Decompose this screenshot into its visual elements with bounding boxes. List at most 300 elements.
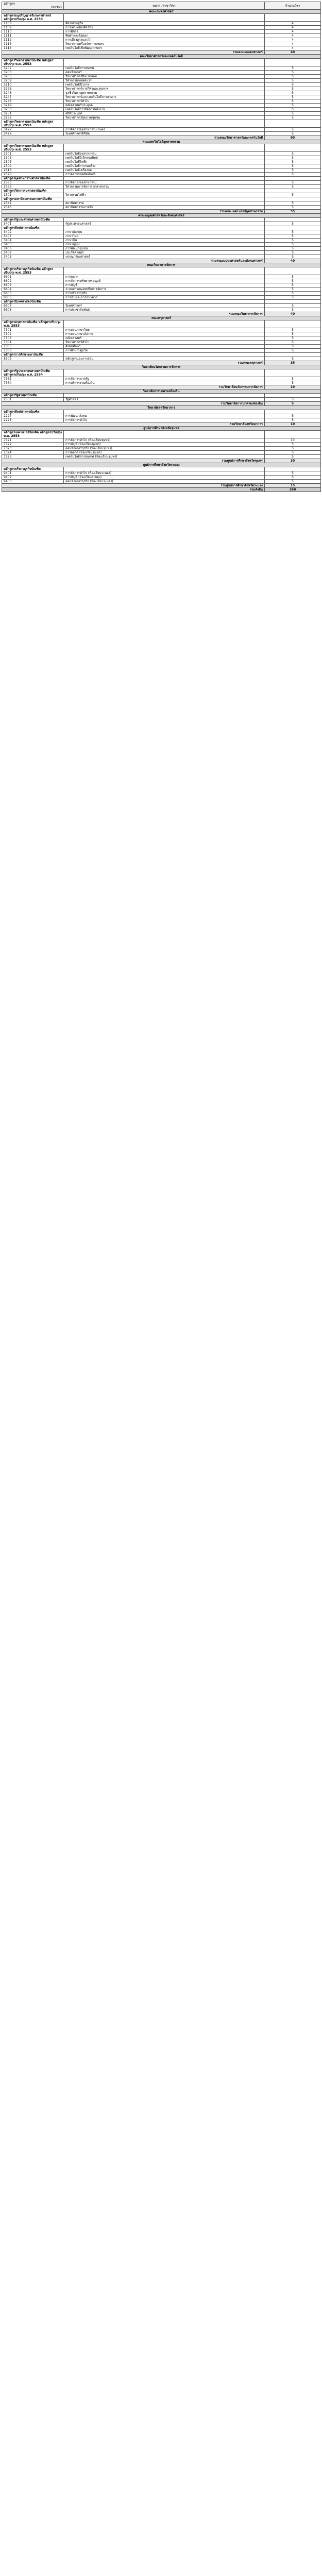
table-row — [2, 239, 321, 243]
course-name: การบัญชี (ห้องเรียนระนอง) — [64, 476, 265, 480]
table-row — [2, 247, 321, 251]
course-count: 5 — [265, 345, 321, 349]
table-row — [2, 377, 321, 381]
course-code: 1113 — [2, 42, 64, 46]
table-row — [2, 381, 321, 385]
table-row — [2, 476, 321, 480]
course-count: 5 — [265, 108, 321, 112]
program-row — [2, 144, 321, 152]
course-count: 5 — [265, 112, 321, 116]
course-code: 7321 — [2, 438, 64, 443]
course-code: 3209 — [2, 79, 64, 83]
course-code: 3403 — [2, 234, 64, 239]
course-code: 2505 — [2, 160, 64, 164]
section-total-value: 30 — [265, 459, 321, 463]
table-row — [2, 128, 321, 132]
program-row — [2, 369, 321, 377]
program-row — [2, 320, 321, 328]
course-name: สถิติประยุกต์ — [64, 112, 265, 116]
table-row — [2, 26, 321, 30]
course-count: 5 — [265, 79, 321, 83]
section-header-row — [2, 214, 321, 218]
course-count: 4 — [265, 22, 321, 26]
table-row — [2, 345, 321, 349]
table-row — [2, 451, 321, 455]
program-spacer — [64, 369, 265, 377]
header-program: หลักสูตร — [4, 2, 15, 6]
table-row — [2, 30, 321, 34]
course-code: 7303 — [2, 336, 64, 341]
course-code: 3247 — [2, 95, 64, 99]
table-row — [2, 173, 321, 177]
course-code: 2227 — [2, 414, 64, 418]
course-count: 5 — [265, 455, 321, 459]
program-row — [2, 267, 321, 275]
course-code: 7364 — [2, 381, 64, 385]
course-name: ภาษาญี่ปุ่น — [64, 243, 265, 247]
course-name: ภาษาอังกฤษ — [64, 230, 265, 234]
course-count: 5 — [265, 173, 321, 177]
table-row — [2, 357, 321, 361]
course-code: 3404 — [2, 239, 64, 243]
course-code: 3205 — [2, 75, 64, 79]
course-count: 5 — [265, 87, 321, 91]
section-title: คณะเกษตรศาสตร์ — [2, 10, 321, 14]
program-count-spacer — [265, 300, 321, 304]
program-spacer — [64, 431, 265, 438]
program-count-spacer — [265, 226, 321, 230]
table-row — [2, 66, 321, 71]
course-name: ภาษาไทย — [64, 234, 265, 239]
table-row — [2, 455, 321, 459]
course-name: สัตวเศรษฐกิจ — [64, 22, 265, 26]
program-count-spacer — [265, 14, 321, 22]
course-count: 4 — [265, 26, 321, 30]
course-code: 2546 — [2, 206, 64, 210]
table-row — [2, 438, 321, 443]
course-name: จุลชีววิทยาอุตสาหกรรม — [64, 91, 265, 95]
program-row — [2, 14, 321, 22]
table-row — [2, 22, 321, 26]
program-row — [2, 218, 321, 222]
course-count: 5 — [265, 99, 321, 104]
program-count-spacer — [265, 120, 321, 128]
table-row — [2, 418, 321, 422]
course-name: การจัดการอุตสาหกรรมเกษตร — [64, 128, 265, 132]
table-row — [2, 104, 321, 108]
course-name: ระบบสารสนเทศเพื่อการจัดการ — [64, 287, 265, 292]
program-name: หลักสูตรอนุปริญญาตรีเกษตรศาสตร์ หลักสูตรปรับปรุง พ.ศ. 2553 — [2, 14, 64, 22]
course-code: 2501 — [2, 398, 64, 402]
course-name: คอมพิวเตอร์ธุรกิจ (ห้องเรียนชุมพร) — [64, 447, 265, 451]
course-code: 3248 — [2, 99, 64, 104]
course-code: 2228 — [2, 418, 64, 422]
program-name: หลักสูตรสถาปัตยกรรมศาสตรบัณฑิต — [2, 197, 64, 201]
table-row — [2, 108, 321, 112]
table-row — [2, 87, 321, 91]
course-name: วิทยาศาสตร์สิ่งแวดล้อม — [64, 75, 265, 79]
course-name: การศึกษาปฐมวัย — [64, 349, 265, 353]
program-row — [2, 189, 321, 193]
table-row — [2, 304, 321, 308]
course-count: 5 — [265, 234, 321, 239]
course-code: 3477 — [2, 128, 64, 132]
course-name: พืชผักและไม้ดอก — [64, 34, 265, 38]
course-name: การพัฒนาชุมชน — [64, 247, 265, 251]
course-code: 3407 — [2, 251, 64, 255]
section-total-label: รวมวิทยาลัยสหวิทยาการ — [2, 422, 265, 427]
course-name: นิเทศศาสตร์ดิจิทัล — [64, 132, 265, 136]
program-count-spacer — [265, 218, 321, 222]
course-code: 3402 — [2, 230, 64, 234]
course-name: วิทยาศาสตร์และเทคโนโลยีการอาหาร — [64, 95, 265, 99]
course-count: 4 — [265, 34, 321, 38]
section-total-row — [2, 312, 321, 316]
course-name: การจัดการทรัพยากรมนุษย์ — [64, 279, 265, 283]
course-name: การประชาสัมพันธ์ — [64, 308, 265, 312]
program-spacer — [64, 300, 265, 304]
section-total-value: 35 — [265, 361, 321, 365]
course-count: 5 — [265, 304, 321, 308]
section-total-label: รวมคณะมนุษยศาสตร์และสังคมศาสตร์ — [2, 259, 265, 263]
course-name: วิทยาศาสตร์การกีฬาและสุขภาพ — [64, 87, 265, 91]
program-count-spacer — [265, 369, 321, 377]
course-code: 2503 — [2, 156, 64, 160]
course-count: 5 — [265, 447, 321, 451]
course-count: 5 — [265, 255, 321, 259]
course-count: 5 — [265, 251, 321, 255]
table-row — [2, 99, 321, 104]
course-name: การเลี้ยงสุกรและไก่ — [64, 38, 265, 42]
course-count: 5 — [265, 296, 321, 300]
course-name: เทคโนโลยีไฟฟ้า — [64, 160, 265, 164]
program-spacer — [64, 467, 265, 471]
header-code: รหัสวิชา — [50, 6, 62, 9]
course-count: 5 — [265, 418, 321, 422]
course-code: 7301 — [2, 328, 64, 332]
course-code: 1111 — [2, 34, 64, 38]
program-row — [2, 353, 321, 357]
course-name: คอมพิวเตอร์ธุรกิจ (ห้องเรียนระนอง) — [64, 480, 265, 484]
program-name: หลักสูตรบริหารธุรกิจบัณฑิต — [2, 467, 64, 471]
course-code: 1301 — [2, 193, 64, 197]
course-name: การบริหารธุรกิจ — [64, 292, 265, 296]
course-code: 3406 — [2, 247, 64, 251]
table-row — [2, 283, 321, 287]
program-row — [2, 394, 321, 398]
course-count: 5 — [265, 480, 321, 484]
course-name: คอมพิวเตอร์ — [64, 71, 265, 75]
course-count: 5 — [265, 292, 321, 296]
header-program-code — [2, 2, 64, 10]
section-header-row — [2, 140, 321, 144]
program-spacer — [64, 120, 265, 128]
section-header-row — [2, 427, 321, 431]
course-code: 9403 — [2, 480, 64, 484]
course-code: 2520 — [2, 173, 64, 177]
section-total-label: รวมคณะครุศาสตร์ — [2, 361, 265, 365]
program-spacer — [64, 267, 265, 275]
program-count-spacer — [265, 59, 321, 66]
course-count: 5 — [265, 116, 321, 120]
program-count-spacer — [265, 431, 321, 438]
section-header-row — [2, 316, 321, 320]
course-count: 5 — [265, 222, 321, 226]
program-spacer — [64, 410, 265, 414]
program-row — [2, 410, 321, 414]
section-total-label: รวมศูนย์การศึกษาจังหวัดระนอง — [2, 484, 265, 488]
course-count: 5 — [265, 357, 321, 361]
course-name: การจัดการทั่วไป (ห้องเรียนระนอง) — [64, 471, 265, 476]
course-name: การบัญชี (ห้องเรียนชุมพร) — [64, 443, 265, 447]
course-name: บรรณารักษศาสตร์ — [64, 255, 265, 259]
course-name: เทคโนโลยีการก่อสร้าง — [64, 164, 265, 168]
section-total-value: 80 — [265, 136, 321, 140]
table-body — [2, 10, 321, 492]
course-code: 6604 — [2, 287, 64, 292]
grand-total-value: 360 — [265, 488, 321, 492]
table-row — [2, 398, 321, 402]
table-row — [2, 71, 321, 75]
program-spacer — [64, 218, 265, 222]
program-row — [2, 467, 321, 471]
course-name: เทคโนโลยีชีวภาพ — [64, 83, 265, 87]
table-row — [2, 112, 321, 116]
course-count: 5 — [265, 443, 321, 447]
program-spacer — [64, 189, 265, 193]
course-code: 7325 — [2, 455, 64, 459]
course-count: 5 — [265, 185, 321, 189]
table-row — [2, 251, 321, 255]
course-code: 3249 — [2, 104, 64, 108]
program-name: หลักสูตรรัฐศาสตรบัณฑิต — [2, 394, 64, 398]
section-total-label: รวมคณะวิทยาการจัดการ — [2, 312, 265, 316]
course-code: 6608 — [2, 308, 64, 312]
table-row — [2, 255, 321, 259]
program-name: หลักสูตรวิทยาศาสตรบัณฑิต หลักสูตรปรับปรุง พ.ศ. 2553 — [2, 144, 64, 152]
course-name: สังคมศึกษา — [64, 345, 265, 349]
program-name: หลักสูตรเทคโนโลยีบัณฑิต หลักสูตรปรับปรุง พ.ศ. 2553 — [2, 431, 64, 438]
course-name: วิศวกรรมซอฟต์แวร์ — [64, 79, 265, 83]
program-name: หลักสูตรศิลปศาสตรบัณฑิต — [2, 410, 64, 414]
course-name: การตลาด — [64, 275, 265, 279]
table-row — [2, 168, 321, 173]
section-total-value: 40 — [265, 312, 321, 316]
section-total-row — [2, 484, 321, 488]
section-total-row — [2, 422, 321, 427]
section-total-value: 5 — [265, 402, 321, 406]
course-name: รัฐประศาสนศาสตร์ — [64, 222, 265, 226]
table-row — [2, 46, 321, 50]
table-row — [2, 75, 321, 79]
program-spacer — [64, 59, 265, 66]
course-count: 5 — [265, 328, 321, 332]
course-name: การบริหารงานท้องถิ่น — [64, 381, 265, 385]
table-row — [2, 222, 321, 226]
course-name: การพัฒนาสังคม — [64, 414, 265, 418]
table-row — [2, 336, 321, 341]
section-header-row — [2, 10, 321, 14]
section-total-value: 40 — [265, 50, 321, 55]
program-spacer — [64, 320, 265, 328]
section-total-value: 55 — [265, 210, 321, 214]
table-row — [2, 471, 321, 476]
program-spacer — [64, 226, 265, 230]
course-count: 5 — [265, 287, 321, 292]
course-code: 7304 — [2, 341, 64, 345]
course-count: 5 — [265, 75, 321, 79]
course-count: 5 — [265, 128, 321, 132]
course-code: 3228 — [2, 87, 64, 91]
section-title: คณะมนุษยศาสตร์และสังคมศาสตร์ — [2, 214, 321, 218]
course-count: 5 — [265, 168, 321, 173]
course-code: 3401 — [2, 222, 64, 226]
course-count: 5 — [265, 471, 321, 476]
section-title: วิทยาลัยสหวิทยาการ — [2, 406, 321, 410]
course-name: วิทยาศาสตร์ทั่วไป — [64, 341, 265, 345]
program-row — [2, 431, 321, 438]
table-row — [2, 83, 321, 87]
course-code: 7363 — [2, 377, 64, 381]
course-count: 5 — [265, 160, 321, 164]
course-count: 5 — [265, 349, 321, 353]
program-name: หลักสูตรครุศาสตรบัณฑิต หลักสูตรปรับปรุง พ.ศ. 2553 — [2, 320, 64, 328]
course-name: การตลาด (ห้องเรียนชุมพร) — [64, 451, 265, 455]
table-row — [2, 414, 321, 418]
section-total-row — [2, 50, 321, 55]
section-total-row — [2, 259, 321, 263]
section-total-label: รวมคณะวิทยาศาสตร์และเทคโนโลยี — [2, 136, 265, 140]
course-code: 3210 — [2, 83, 64, 87]
program-name: หลักสูตรวิทยาศาสตรบัณฑิต หลักสูตรปรับปรุง พ.ศ. 2553 — [2, 120, 64, 128]
course-code: 3478 — [2, 132, 64, 136]
course-code: 7305 — [2, 345, 64, 349]
course-name: เทคโนโลยีเพื่อพัฒนาเกษตร — [64, 46, 265, 50]
course-name: การสอนภาษาอังกฤษ — [64, 332, 265, 336]
course-count: 10 — [265, 438, 321, 443]
course-code: 1112 — [2, 38, 64, 42]
course-count: 5 — [265, 104, 321, 108]
table-row — [2, 349, 321, 353]
program-count-spacer — [265, 320, 321, 328]
section-total-row — [2, 385, 321, 389]
course-code: 3202 — [2, 66, 64, 71]
table-row — [2, 230, 321, 234]
course-code: 3252 — [2, 116, 64, 120]
course-count: 5 — [265, 308, 321, 312]
program-count-spacer — [265, 197, 321, 201]
course-count: 5 — [265, 279, 321, 283]
grand-total-row — [2, 488, 321, 492]
course-code: 6602 — [2, 279, 64, 283]
table-row — [2, 328, 321, 332]
course-count: 5 — [265, 201, 321, 206]
section-title: ศูนย์การศึกษาจังหวัดชุมพร — [2, 427, 321, 431]
section-total-value: 40 — [265, 259, 321, 263]
section-header-row — [2, 365, 321, 369]
course-count: 5 — [265, 91, 321, 95]
table-row — [2, 279, 321, 283]
program-row — [2, 59, 321, 66]
program-name: หลักสูตรศิลปศาสตรบัณฑิต — [2, 226, 64, 230]
table-row — [2, 34, 321, 38]
table-row — [2, 79, 321, 83]
table-row — [2, 193, 321, 197]
course-code: 3246 — [2, 91, 64, 95]
course-name: การบัญชี — [64, 283, 265, 287]
course-code: 2501 — [2, 152, 64, 156]
table-row — [2, 185, 321, 189]
course-code: 7324 — [2, 451, 64, 455]
course-name: คณิตศาสตร์ประยุกต์ — [64, 104, 265, 108]
course-name: การจัดการทั่วไป — [64, 418, 265, 422]
course-name: การออกแบบผลิตภัณฑ์ — [64, 173, 265, 177]
program-name: หลักสูตรการศึกษามหาบัณฑิต — [2, 353, 64, 357]
course-count: 5 — [265, 71, 321, 75]
course-name: การจัดการทั่วไป (ห้องเรียนชุมพร) — [64, 438, 265, 443]
section-title: ศูนย์การศึกษาจังหวัดระนอง — [2, 463, 321, 467]
course-name: สถาปัตยกรรม — [64, 201, 265, 206]
program-count-spacer — [265, 189, 321, 193]
course-code: 7323 — [2, 447, 64, 451]
table-header-row — [2, 2, 321, 10]
table-row — [2, 447, 321, 451]
section-total-label: รวมวิทยาลัยนวัตกรรมการจัดการ — [2, 385, 265, 389]
course-count: 5 — [265, 239, 321, 243]
course-name: ประวัติศาสตร์ — [64, 251, 265, 255]
section-total-label: รวมวิทยาลัยการปกครองท้องถิ่น — [2, 402, 265, 406]
course-count: 4 — [265, 46, 321, 50]
program-count-spacer — [265, 267, 321, 275]
section-header-row — [2, 263, 321, 267]
table-row — [2, 42, 321, 46]
table-row — [2, 287, 321, 292]
course-code: 6601 — [2, 275, 64, 279]
course-name: การสอนภาษาไทย — [64, 328, 265, 332]
course-count: 5 — [265, 476, 321, 480]
course-code: 1108 — [2, 22, 64, 26]
section-title: คณะวิทยาการจัดการ — [2, 263, 321, 267]
course-code: 2565 — [2, 181, 64, 185]
course-code: 6605 — [2, 292, 64, 296]
program-count-spacer — [265, 410, 321, 414]
program-name: หลักสูตรอุตสาหกรรมศาสตรบัณฑิต — [2, 177, 64, 181]
course-code: 2516 — [2, 168, 64, 173]
program-row — [2, 300, 321, 304]
course-table — [2, 2, 321, 492]
table-row — [2, 152, 321, 156]
course-name: นิเทศศาสตร์ — [64, 304, 265, 308]
table-row — [2, 160, 321, 164]
course-name: รัฐศาสตร์ — [64, 398, 265, 402]
table-row — [2, 181, 321, 185]
section-header-row — [2, 55, 321, 59]
course-name: วิศวกรรมไฟฟ้า — [64, 193, 265, 197]
section-total-row — [2, 402, 321, 406]
table-row — [2, 164, 321, 168]
course-count: 5 — [265, 193, 321, 197]
grand-total-label: รวมทั้งสิ้น — [2, 488, 265, 492]
course-name: การพืชไร่ — [64, 30, 265, 34]
course-count: 5 — [265, 341, 321, 345]
course-count: 5 — [265, 336, 321, 341]
course-name: เทคโนโลยีสารสนเทศ (ห้องเรียนชุมพร) — [64, 455, 265, 459]
table-row — [2, 243, 321, 247]
course-count: 4 — [265, 30, 321, 34]
program-spacer — [64, 144, 265, 152]
course-table-container — [2, 2, 320, 492]
course-name: เทคโนโลยีเครื่องกล — [64, 168, 265, 173]
